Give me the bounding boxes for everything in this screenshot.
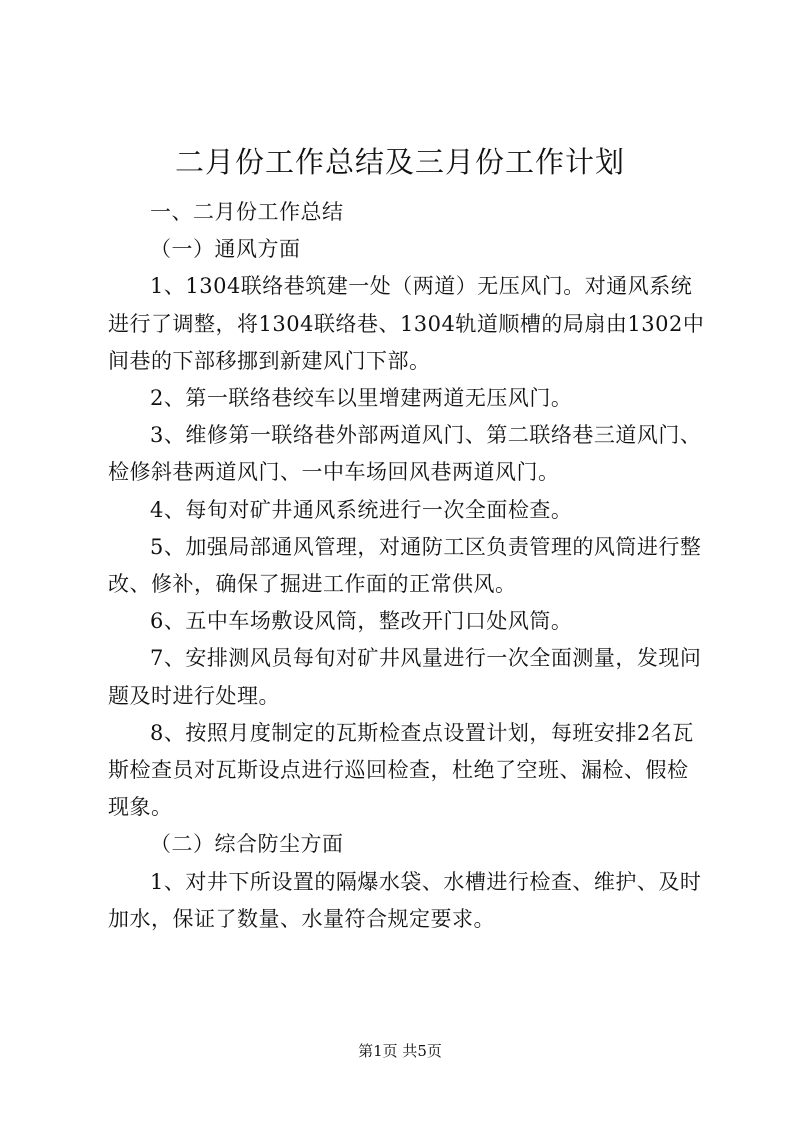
paragraph: 3、维修第一联络巷外部两道风门、第二联络巷三道风门、检修斜巷两道风门、一中车场回风巷两道风门。	[108, 423, 702, 485]
paragraph: 1、1304联络巷筑建一处（两道）无压风门。对通风系统进行了调整，将1304联络巷、1304轨道顺槽的局扇由1302中间巷的下部移挪到新建风门下部。	[108, 274, 705, 373]
page-number-footer: 第1页 共5页	[358, 1042, 442, 1060]
section-heading: 一、二月份工作总结	[150, 200, 344, 224]
paragraph: 1、对井下所设置的隔爆水袋、水槽进行检查、维护、及时加水，保证了数量、水量符合规定要求。	[108, 869, 702, 931]
subsection-heading: （二）综合防尘方面	[150, 832, 344, 857]
subsection-heading: （一）通风方面	[150, 237, 301, 262]
paragraph: 8、按照月度制定的瓦斯检查点设置计划，每班安排2名瓦斯检查员对瓦斯设点进行巡回检查，杜绝了空班、漏检、假检现象。	[108, 720, 694, 820]
paragraph: 5、加强局部通风管理，对通防工区负责管理的风筒进行整改、修补，确保了掘进工作面的正常供风。	[108, 534, 702, 597]
document-body	[108, 194, 708, 938]
paragraph: 2、第一联络巷绞车以里增建两道无压风门。	[150, 386, 573, 411]
document-title: 二月份工作总结及三月份工作计划	[174, 145, 625, 179]
paragraph: 4、每旬对矿井通风系统进行一次全面检查。	[150, 497, 573, 522]
paragraph: 6、五中车场敷设风筒，整改开门口处风筒。	[150, 609, 573, 634]
paragraph: 7、安排测风员每旬对矿井风量进行一次全面测量，发现问题及时进行处理。	[108, 646, 702, 708]
